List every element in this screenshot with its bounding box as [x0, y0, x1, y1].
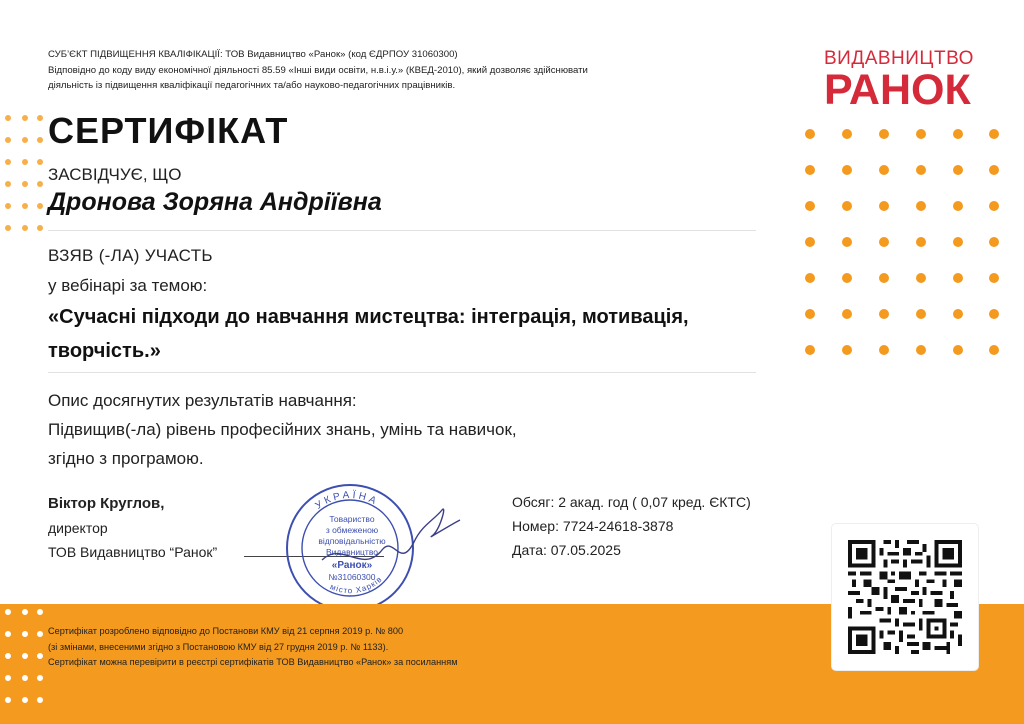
- stamp-text-6: №31060300: [328, 572, 376, 582]
- divider-top: [48, 230, 756, 231]
- certificate-date: Дата: 07.05.2025: [512, 542, 621, 558]
- stamp-text-3: відповідальністю: [318, 536, 386, 546]
- stamp-text-4: Видавництво: [326, 547, 378, 557]
- certificate-details: [512, 490, 751, 562]
- stamp-text-2: з обмеженою: [325, 525, 379, 535]
- footer-line-2: (зі змінами, внесеними згідно з Постановою КМУ від 27 грудня 2019 р. № 1133).: [48, 641, 389, 652]
- volume-info: Обсяг: 2 акад. год ( 0,07 кред. ЄКТС): [512, 494, 751, 510]
- official-stamp: [282, 480, 472, 620]
- logo-line-2: РАНОК: [824, 66, 971, 114]
- svg-text:УКРАЇНА: [314, 489, 381, 512]
- certificate-title: СЕРТИФІКАТ: [48, 110, 289, 151]
- participation-label: ВЗЯВ (-ЛА) УЧАСТЬ: [48, 246, 213, 265]
- topic-line-1: «Сучасні підходи до навчання мистецтва: інтеграція, мотивація,: [48, 306, 689, 328]
- certificate-number: Номер: 7724-24618-3878: [512, 518, 674, 534]
- qr-code[interactable]: [832, 524, 978, 670]
- legal-footer: [48, 624, 458, 671]
- webinar-label: у вебінарі за темою:: [48, 276, 208, 295]
- ranok-logo: [824, 48, 984, 114]
- stamp-text-5: «Ранок»: [331, 560, 373, 571]
- signer-position: директор: [48, 520, 108, 536]
- dots-pattern-left: [0, 112, 48, 252]
- signer-block: [48, 492, 217, 564]
- signer-company: ТОВ Видавництво “Ранок”: [48, 544, 218, 560]
- webinar-topic: [48, 300, 748, 368]
- outcomes-label: Опис досягнутих результатів навчання:: [48, 391, 357, 410]
- stamp-ring-top: УКРАЇНА: [313, 489, 381, 512]
- learning-outcomes: [48, 386, 517, 473]
- stamp-text-1: Товариство: [329, 514, 375, 524]
- attests-label: ЗАСВІДЧУЄ, ЩО: [48, 165, 182, 184]
- dots-pattern-bottom-left: [0, 604, 48, 724]
- topic-line-2: творчість.»: [48, 340, 161, 362]
- header-line-2: Відповідно до коду виду економічної діяльності 85.59 «Інші види освіти, н.в.і.у.» (КВЕД-2010), який дозволяє здійснювати: [48, 64, 588, 76]
- signer-name: Віктор Круглов,: [48, 495, 165, 512]
- outcomes-line-1: Підвищив(-ла) рівень професійних знань, умінь та навичок,: [48, 420, 517, 439]
- accreditation-header: [48, 47, 688, 94]
- header-line-3: діяльність із підвищення кваліфікації педагогічних та/або науково-педагогічних працівників.: [48, 80, 456, 91]
- footer-line-1: Сертифікат розроблено відповідно до Постанови КМУ від 21 серпня 2019 р. № 800: [48, 626, 404, 636]
- dots-pattern-right: [800, 124, 1010, 364]
- recipient-name: Дронова Зоряна Андріївна: [48, 188, 382, 216]
- footer-line-3: Сертифікат можна перевірити в реєстрі сертифікатів ТОВ Видавництво «Ранок» за посиланням: [48, 657, 458, 667]
- divider-middle: [48, 372, 756, 373]
- outcomes-line-2: згідно з програмою.: [48, 449, 204, 468]
- stamp-ring-bottom: місто Харків: [328, 574, 385, 596]
- header-line-1: СУБ’ЄКТ ПІДВИЩЕННЯ КВАЛІФІКАЦІЇ: ТОВ Видавництво «Ранок» (код ЄДРПОУ 31060300): [48, 49, 458, 60]
- logo-line-1: ВИДАВНИЦТВО: [824, 48, 974, 69]
- qr-code-icon: [848, 540, 962, 654]
